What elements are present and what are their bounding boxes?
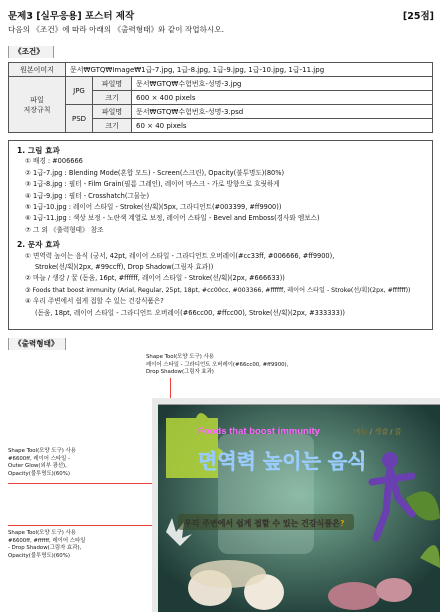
graphic-item: ⑤ 1급-10.jpg : 레이어 스타일 - Stroke(선/획)(5px, 그라디언트(#003399, #ff9900)) bbox=[25, 203, 282, 212]
poster-image bbox=[158, 398, 440, 612]
poster-korean-title: 면역력 높이는 음식 bbox=[198, 449, 367, 473]
text-item: ① 면역력 높이는 음식 (궁서, 42pt, 레이어 스타일 - 그라디언트 오버레이(#cc33ff, #006666, #ff9900), bbox=[25, 251, 335, 260]
text-item: ③ Foods that boost immunity (Arial, Regular, 25pt, 18pt, #cc00cc, #003366, #ffffff, 레이어 스타일 - Stroke(선/획)(2px, #ffffff)) bbox=[25, 286, 411, 294]
psd-size-label: 크기 bbox=[93, 119, 132, 133]
points-label: [25점] bbox=[402, 11, 434, 22]
effects-box bbox=[8, 140, 433, 330]
psd-format-label: PSD bbox=[66, 105, 93, 133]
garlic-icon bbox=[328, 582, 380, 610]
conditions-heading: 《조건》 bbox=[8, 46, 54, 58]
graphic-item: ⑦ 그 외 《출력형태》 참조 bbox=[25, 225, 104, 234]
jpg-size-value: 600 × 400 pixels bbox=[132, 91, 433, 105]
conditions-table bbox=[8, 62, 433, 133]
source-value: 문서₩GTQ₩Image₩1급-7.jpg, 1급-8.jpg, 1급-9.jpg, 1급-10.jpg, 1급-11.jpg bbox=[66, 63, 433, 77]
problem-title: 문제3 [실무응용] 포스터 제작 bbox=[8, 11, 135, 22]
bowl-shape bbox=[190, 560, 266, 588]
annotation-top: Shape Tool(모양 도구) 사용 레이어 스타일 - 그라디언트 오버레이(#66cc00, #ff9900), Drop Shadow(그림자 효과) bbox=[146, 354, 289, 376]
graphic-item: ⑥ 1급-11.jpg : 색상 보정 - 노란색 계열로 보정, 레이어 스타일 - Bevel and Emboss(경사와 엠보스) bbox=[25, 214, 320, 223]
poster-side-label: 마늘 / 생강 / 꿀 bbox=[354, 428, 402, 436]
annotation-left-1: Shape Tool(모양 도구) 사용 #6600ff, 레이어 스타일 - Outer Glow(외부 광선), Opacity(불투명도)(60%) bbox=[8, 448, 76, 477]
text-item: (돋움, 18pt, 레이어 스타일 - 그라디언트 오버레이(#66cc00, #ffcc00), Stroke(선/획)(2px, #333333)) bbox=[35, 308, 345, 317]
text-item: ② 마늘 / 생강 / 꿀 (돋움, 16pt, #ffffff, 레이어 스타일 - Stroke(선/획)(2px, #666633)) bbox=[25, 274, 285, 283]
psd-name-label: 파일명 bbox=[93, 105, 132, 119]
poster-english-title: Foods that boost immunity bbox=[198, 426, 320, 437]
source-label: 원본이미지 bbox=[9, 63, 66, 77]
jpg-name-label: 파일명 bbox=[93, 77, 132, 91]
source-row bbox=[9, 63, 433, 77]
text-item: Stroke(선/획)(2px, #99ccff), Drop Shadow(그림자 효과)) bbox=[35, 263, 214, 272]
problem-description: 다음의 《조건》에 따라 아래의 《출력형태》와 같이 작업하시오. bbox=[8, 25, 224, 34]
graphic-effects-heading: 1. 그림 효과 bbox=[17, 146, 60, 155]
graphic-item: ③ 1급-8.jpg : 필터 - Film Grain(필름 그레인), 레이어 마스크 - 가로 방향으로 흐릿하게 bbox=[25, 180, 280, 189]
jpg-size-label: 크기 bbox=[93, 91, 132, 105]
psd-name-row bbox=[9, 105, 433, 119]
jpg-name-value: 문서₩GTQ₩수험번호-성명-3.jpg bbox=[132, 77, 433, 91]
garlic-icon bbox=[376, 578, 412, 602]
jpg-name-row bbox=[9, 77, 433, 91]
annotation-left-2: Shape Tool(모양 도구) 사용 #6600ff, #ffffff, 레이어 스타일 - Drop Shadow(그림자 효과), Opacity(불투명도)(60%) bbox=[8, 530, 86, 559]
file-rule-label: 파일 저장규칙 bbox=[9, 77, 66, 133]
ruler-top bbox=[158, 398, 440, 405]
graphic-item: ② 1급-7.jpg : Blending Mode(혼합 모드) - Screen(스크린), Opacity(불투명도)(80%) bbox=[25, 168, 285, 177]
psd-size-value: 60 × 40 pixels bbox=[132, 119, 433, 133]
graphic-item: ① 배경 : #006666 bbox=[25, 157, 83, 166]
psd-name-value: 문서₩GTQ₩수험번호-성명-3.psd bbox=[132, 105, 433, 119]
text-effects-heading: 2. 문자 효과 bbox=[17, 240, 60, 250]
text-item: ④ 우리 주변에서 쉽게 접할 수 있는 건강식품은? bbox=[25, 297, 164, 306]
graphic-item: ④ 1급-9.jpg : 필터 - Crosshatch(그물눈) bbox=[25, 191, 150, 200]
poster-artwork bbox=[158, 398, 440, 612]
jpg-format-label: JPG bbox=[66, 77, 93, 105]
poster-question: 우리 주변에서 쉽게 접할 수 있는 건강식품은? bbox=[184, 519, 345, 528]
output-heading: 《출력형태》 bbox=[8, 338, 66, 350]
